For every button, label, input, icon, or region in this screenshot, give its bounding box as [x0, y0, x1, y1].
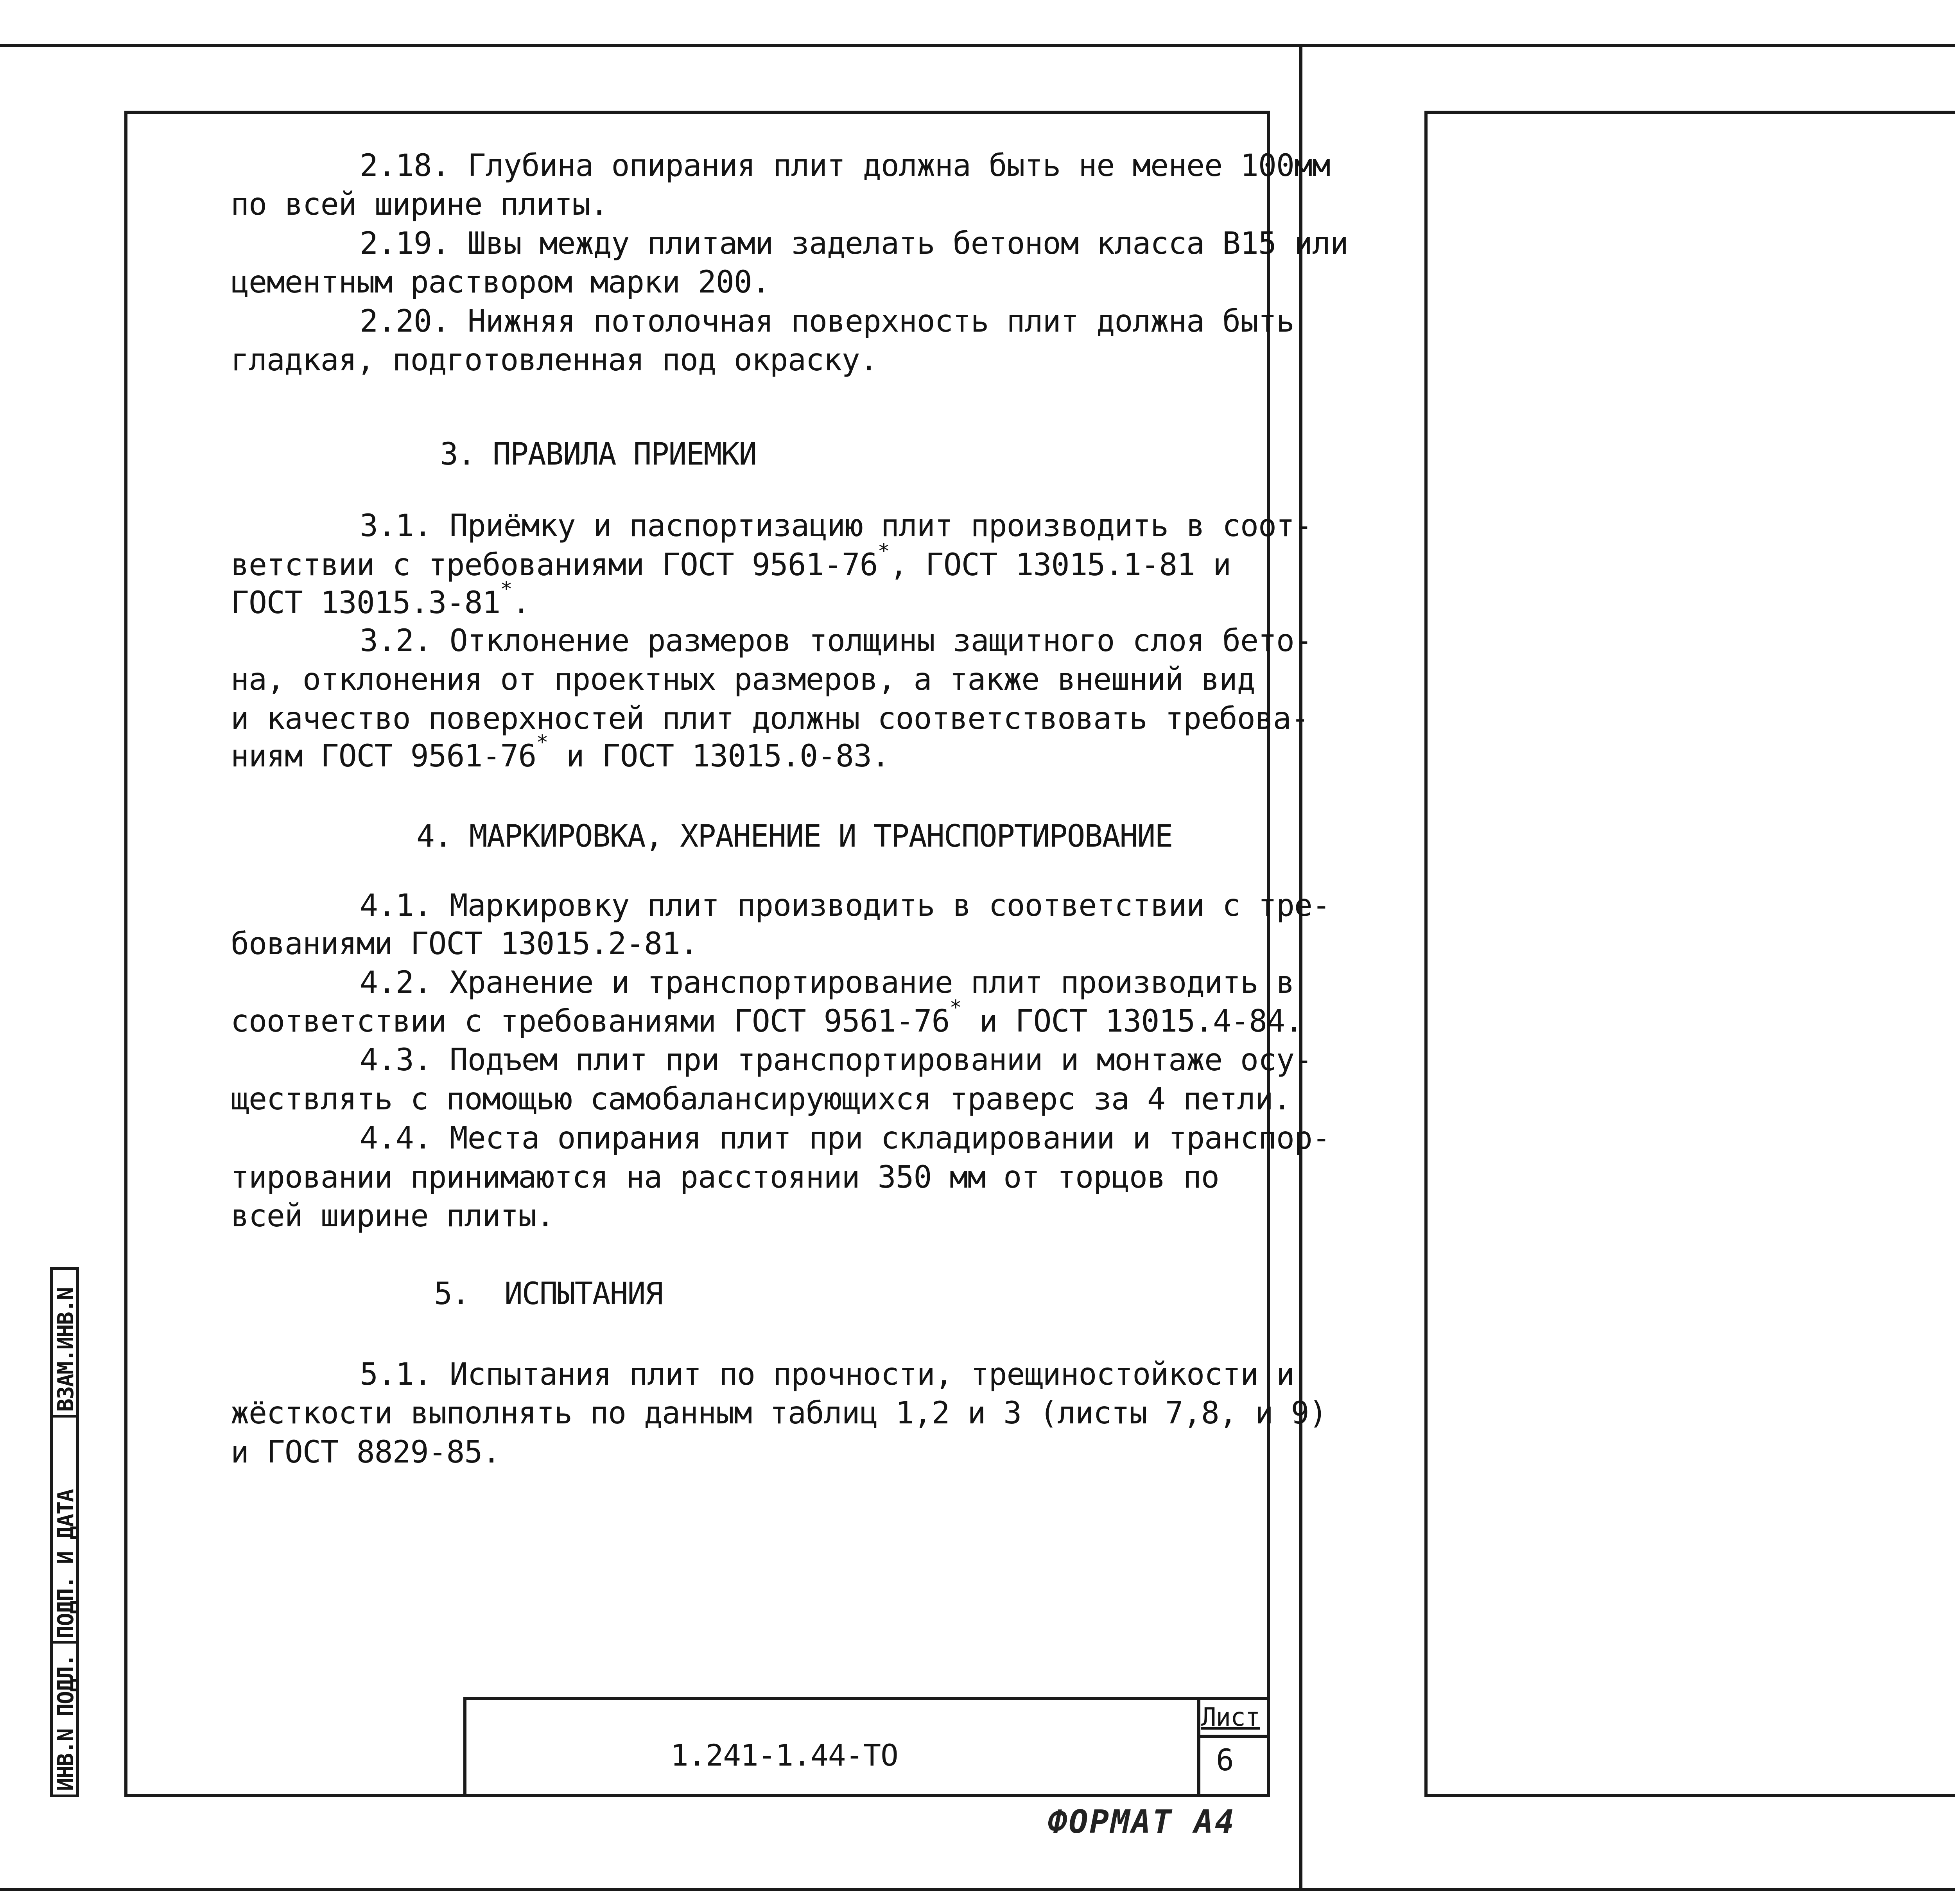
- stamp-inv-no-label: ИНВ.N ПОДЛ.: [53, 1655, 79, 1791]
- p51-line3: и ГОСТ 8829-85.: [231, 1435, 500, 1470]
- p51-line2: жёсткости выполнять по данным таблиц 1,2 и 3 (листы 7,8, и 9): [231, 1396, 1327, 1431]
- p32-line3: и качество поверхностей плит должны соответствовать требова-: [231, 701, 1309, 736]
- p219-line2: цементным раствором марки 200.: [231, 265, 770, 300]
- sheet-divider: [1299, 44, 1302, 1891]
- p44-line2: тировании принимаются на расстоянии 350 мм от торцов по: [231, 1160, 1219, 1195]
- p32-line1: 3.2. Отклонение размеров толщины защитного слоя бето-: [360, 623, 1312, 659]
- p220-line2: гладкая, подготовленная под окраску.: [231, 343, 878, 378]
- p44-line1: 4.4. Места опирания плит при складировании и транспор-: [360, 1121, 1330, 1156]
- format-note: ФОРМАТ А4: [1048, 1804, 1236, 1841]
- p51-line1: 5.1. Испытания плит по прочности, трещиностойкости и: [360, 1357, 1294, 1392]
- p218-line2: по всей ширине плиты.: [231, 187, 608, 222]
- right-sheet-frame: [1424, 111, 1955, 1797]
- sheet-number: 6: [1216, 1742, 1234, 1777]
- p41-line1: 4.1. Маркировку плит производить в соответствии с тре-: [360, 888, 1330, 923]
- section-4-heading: 4. МАРКИРОВКА, ХРАНЕНИЕ И ТРАНСПОРТИРОВАНИЕ: [416, 819, 1173, 854]
- p31-line1: 3.1. Приёмку и паспортизацию плит производить в соот-: [360, 508, 1312, 544]
- stamp-replace-inv-label: ВЗАМ.ИНВ.N: [53, 1287, 79, 1412]
- section-5-heading: 5. ИСПЫТАНИЯ: [434, 1276, 663, 1312]
- p41-line2: бованиями ГОСТ 13015.2-81.: [231, 926, 698, 962]
- p42-line1: 4.2. Хранение и транспортирование плит производить в: [360, 965, 1294, 1000]
- stamp-sign-date-label: ПОДП. И ДАТА: [53, 1489, 79, 1638]
- title-block-sheet-rule: [1197, 1735, 1270, 1738]
- p43-line1: 4.3. Подъем плит при транспортировании и монтаже осу-: [360, 1043, 1312, 1078]
- p220-line1: 2.20. Нижняя потолочная поверхность плит должна быть: [360, 304, 1294, 339]
- p32-line2: на, отклонения от проектных размеров, а также внешний вид: [231, 662, 1255, 697]
- document-code: 1.241-1.44-ТО: [671, 1738, 898, 1773]
- p44-line3: всей ширине плиты.: [231, 1199, 554, 1234]
- p43-line2: ществлять с помощью самобалансирующихся траверс за 4 петли.: [231, 1082, 1291, 1117]
- p32-line4: ниям ГОСТ 9561-76* и ГОСТ 13015.0-83.: [231, 730, 890, 774]
- p42-line2: соответствии с требованиями ГОСТ 9561-76* и ГОСТ 13015.4-84.: [231, 996, 1303, 1039]
- p31-line2: ветствии с требованиями ГОСТ 9561-76*, ГОСТ 13015.1-81 и: [231, 539, 1231, 583]
- section-3-heading: 3. ПРАВИЛА ПРИЕМКИ: [440, 437, 757, 472]
- title-block-divider: [1197, 1697, 1200, 1797]
- p219-line1: 2.19. Швы между плитами заделать бетоном класса В15 или: [360, 226, 1348, 261]
- p218-line1: 2.18. Глубина опирания плит должна быть не менее 100мм: [360, 148, 1330, 183]
- p31-line3: ГОСТ 13015.3-81*.: [231, 577, 530, 621]
- sheet-label: Лист: [1201, 1703, 1260, 1732]
- right-sheet: [1302, 0, 1955, 1904]
